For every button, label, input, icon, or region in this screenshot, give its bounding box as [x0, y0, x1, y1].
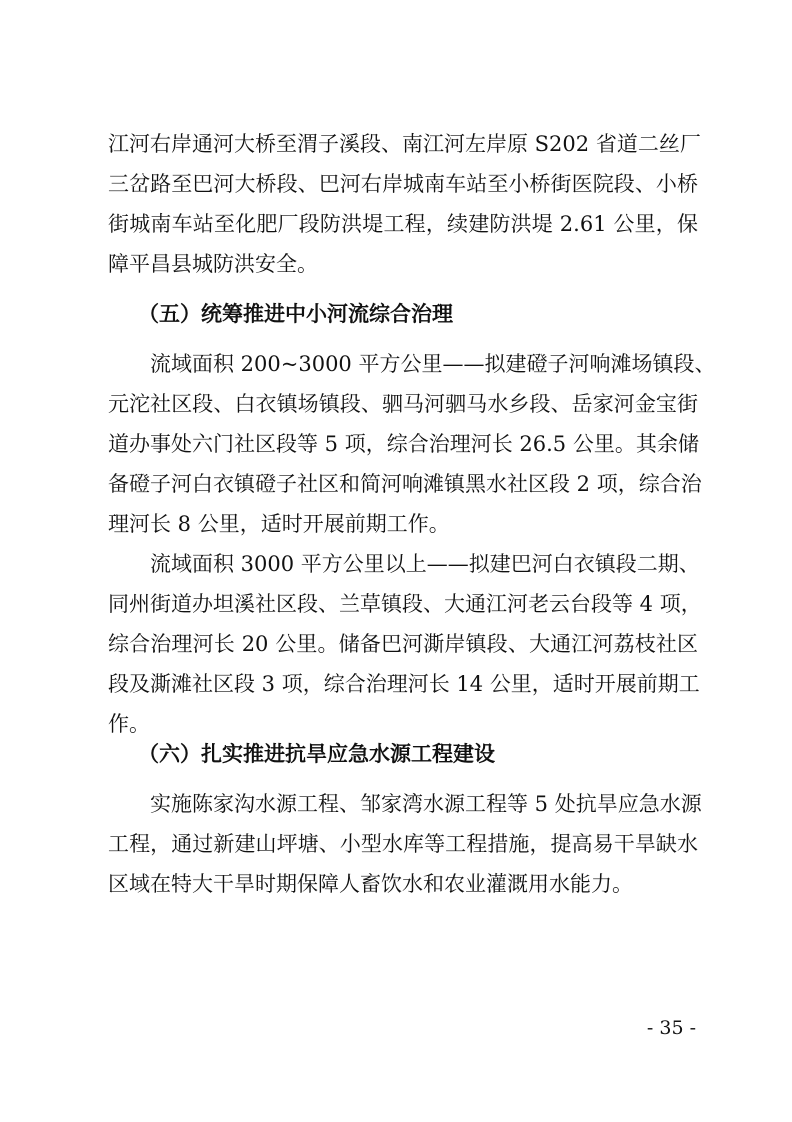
section-5-p1-line-5: 理河长 8 公里，适时开展前期工作。	[108, 512, 450, 536]
page-number: - 35 -	[646, 1017, 696, 1039]
section-6-heading: （六）扎实推进抗旱应急水源工程建设	[138, 742, 495, 766]
section-6-p1-line-1: 实施陈家沟水源工程、邹家湾水源工程等 5 处抗旱应急水源	[150, 792, 702, 816]
section-5-p1-line-1: 流域面积 200~3000 平方公里——拟建磴子河响滩场镇段、	[150, 352, 716, 376]
section-5-p2-line-5: 作。	[108, 712, 150, 736]
intro-line-3: 街城南车站至化肥厂段防洪堤工程，续建防洪堤 2.61 公里，保	[108, 212, 698, 236]
section-6-p1-line-2: 工程，通过新建山坪塘、小型水库等工程措施，提高易干旱缺水	[108, 832, 698, 856]
section-5-p2-line-4: 段及澌滩社区段 3 项，综合治理河长 14 公里，适时开展前期工	[108, 672, 700, 696]
intro-line-2: 三岔路至巴河大桥段、巴河右岸城南车站至小桥街医院段、小桥	[108, 172, 698, 196]
intro-line-1: 江河右岸通河大桥至渭子溪段、南江河左岸原 S202 省道二丝厂	[108, 132, 701, 156]
intro-line-4: 障平昌县城防洪安全。	[108, 252, 318, 276]
section-5-p2-line-3: 综合治理河长 20 公里。储备巴河澌岸镇段、大通江河荔枝社区	[108, 632, 698, 656]
section-5-p2-line-1: 流域面积 3000 平方公里以上——拟建巴河白衣镇段二期、	[150, 552, 700, 576]
section-5-p1-line-3: 道办事处六门社区段等 5 项，综合治理河长 26.5 公里。其余储	[108, 432, 699, 456]
section-5-p1-line-4: 备磴子河白衣镇磴子社区和简河响滩镇黑水社区段 2 项，综合治	[108, 472, 702, 496]
section-5-heading: （五）统筹推进中小河流综合治理	[138, 302, 453, 326]
section-5-p1-line-2: 元沱社区段、白衣镇场镇段、驷马河驷马水乡段、岳家河金宝街	[108, 392, 698, 416]
section-6-p1-line-3: 区域在特大干旱时期保障人畜饮水和农业灌溉用水能力。	[108, 872, 633, 896]
section-5-p2-line-2: 同州街道办坦溪社区段、兰草镇段、大通江河老云台段等 4 项，	[108, 592, 702, 616]
